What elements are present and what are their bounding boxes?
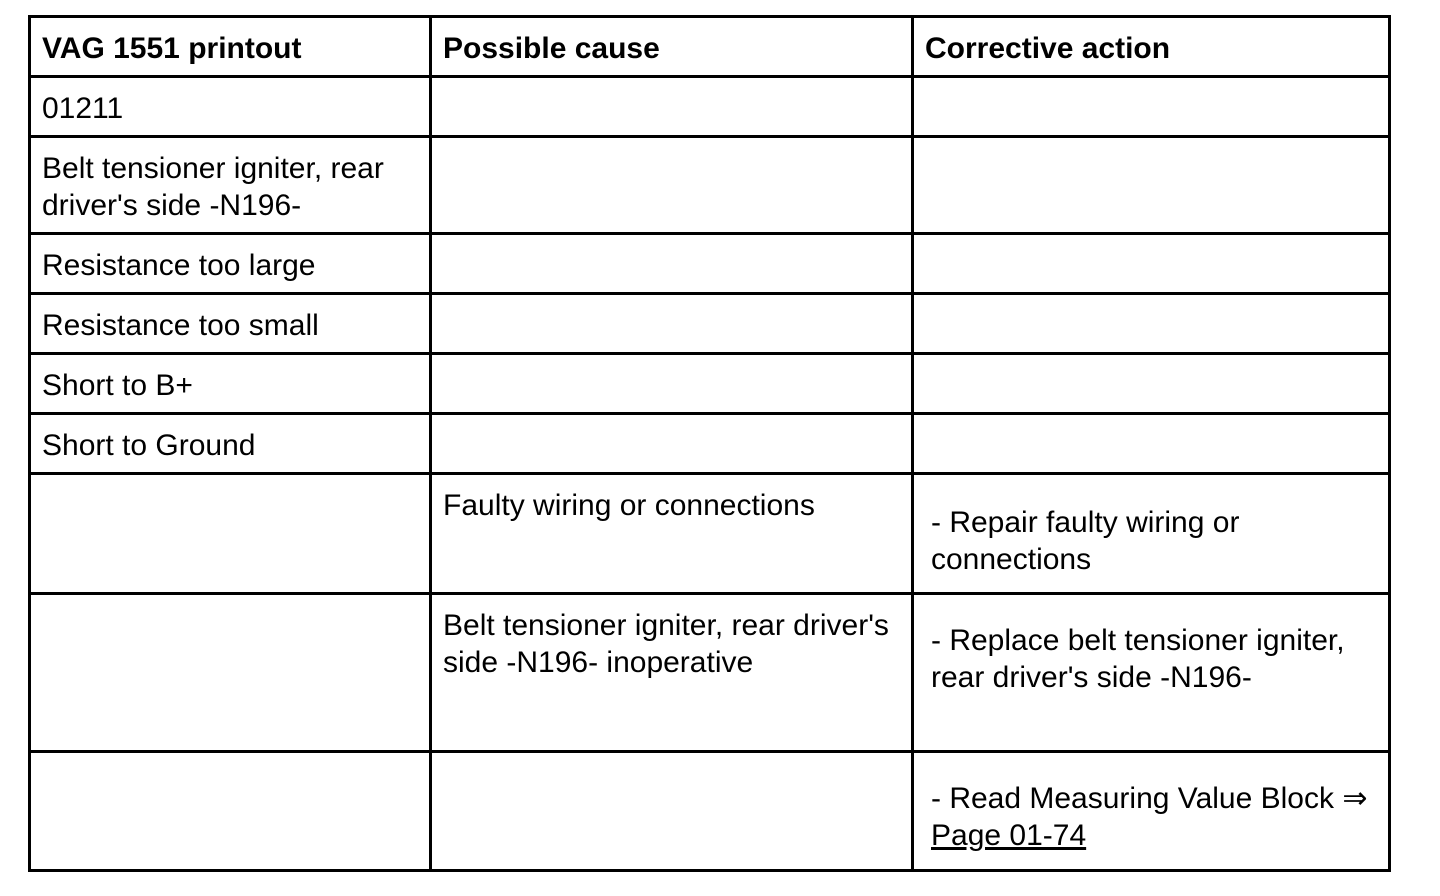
printout-cell xyxy=(30,752,431,871)
printout-cell: Short to Ground xyxy=(30,414,431,474)
action-cell xyxy=(913,77,1390,137)
header-possible-cause: Possible cause xyxy=(431,17,913,77)
cause-cell xyxy=(431,137,913,234)
cause-cell xyxy=(431,414,913,474)
printout-cell: 01211 xyxy=(30,77,431,137)
table-row xyxy=(30,474,1390,594)
cause-cell: Belt tensioner igniter, rear driver's side -N196- inoperative xyxy=(431,594,913,752)
action-cell xyxy=(913,137,1390,234)
header-printout: VAG 1551 printout xyxy=(30,17,431,77)
cause-cell xyxy=(431,294,913,354)
action-cell xyxy=(913,294,1390,354)
action-cell: - Replace belt tensioner igniter, rear driver's side -N196- xyxy=(913,594,1390,752)
table-row xyxy=(30,77,1390,137)
table-row xyxy=(30,354,1390,414)
cause-cell xyxy=(431,752,913,871)
diagnostic-trouble-code-table xyxy=(28,15,1391,872)
table-row xyxy=(30,137,1390,234)
cause-cell xyxy=(431,77,913,137)
page-reference-link[interactable]: Page 01-74 xyxy=(931,819,1087,852)
printout-cell xyxy=(30,474,431,594)
action-cell: - Repair faulty wiring or connections xyxy=(913,474,1390,594)
action-cell xyxy=(913,414,1390,474)
table-header-row xyxy=(30,17,1390,77)
printout-cell: Resistance too small xyxy=(30,294,431,354)
cause-cell xyxy=(431,234,913,294)
table-row xyxy=(30,752,1390,871)
printout-cell: Belt tensioner igniter, rear driver's side -N196- xyxy=(30,137,431,234)
action-text: - Read Measuring Value Block ⇒ xyxy=(931,782,1368,815)
action-cell xyxy=(913,752,1390,871)
cause-cell: Faulty wiring or connections xyxy=(431,474,913,594)
header-corrective-action: Corrective action xyxy=(913,17,1390,77)
table-row xyxy=(30,234,1390,294)
action-cell xyxy=(913,354,1390,414)
table-row xyxy=(30,414,1390,474)
table-row xyxy=(30,594,1390,752)
printout-cell: Short to B+ xyxy=(30,354,431,414)
cause-cell xyxy=(431,354,913,414)
printout-cell: Resistance too large xyxy=(30,234,431,294)
printout-cell xyxy=(30,594,431,752)
action-cell xyxy=(913,234,1390,294)
table-row xyxy=(30,294,1390,354)
